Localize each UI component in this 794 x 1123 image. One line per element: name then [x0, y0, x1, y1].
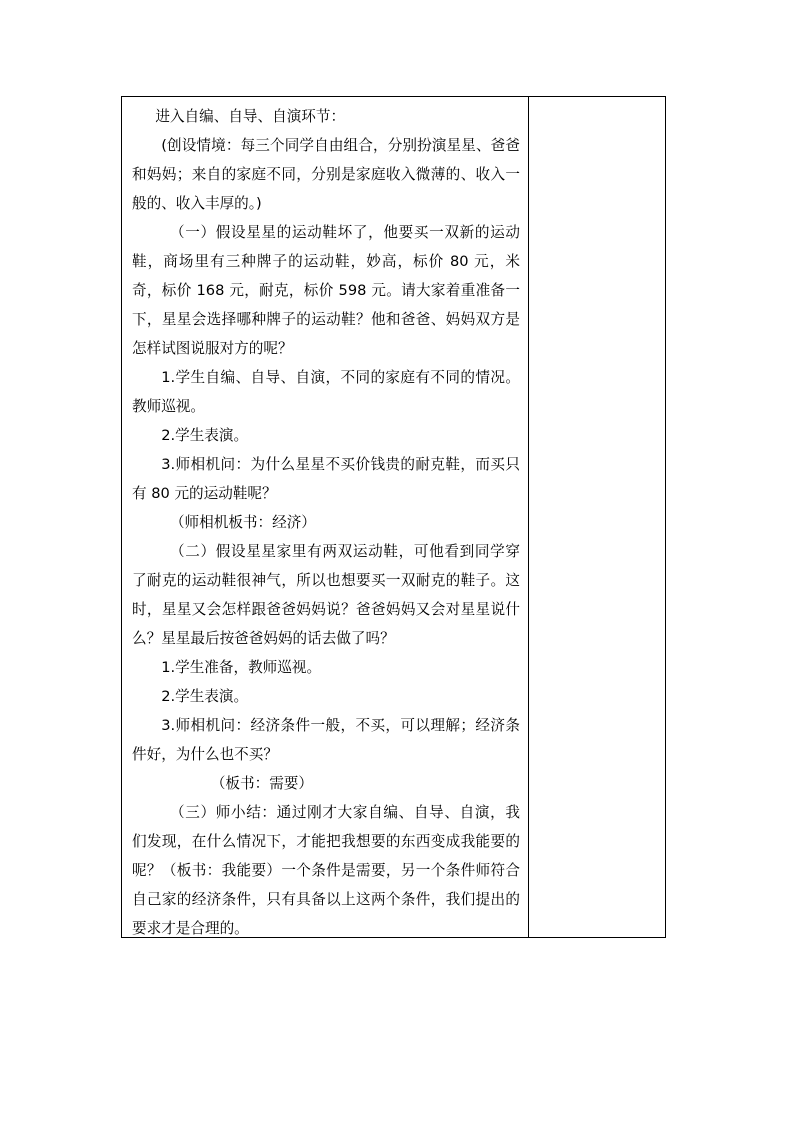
- paragraph-step-2b: 2.学生表演。: [161, 688, 249, 705]
- paragraph-part-three: （三）师小结：通过刚才大家自编、自导、自演，我们发现，在什么情况下，才能把我想要的东西变成我能要的呢？（板书：我能要）一个条件是需要，另一个条件师符合自己家的经济条件，只有具备以上这两个条件，我们提出的要求才是合理的。: [132, 804, 520, 937]
- paragraph-part-one: （一）假设星星的运动鞋坏了，他要买一双新的运动鞋，商场里有三种牌子的运动鞋，妙高，标价 80 元，米奇，标价 168 元，耐克，标价 598 元。请大家着重准备一下，星星会选择哪种牌子的运动鞋？他和爸爸、妈妈双方是怎样试图说服对方的呢？: [132, 224, 520, 357]
- paragraph-step-1b: 1.学生准备，教师巡视。: [161, 659, 322, 676]
- paragraph-step-3b: 3.师相机问：经济条件一般，不买，可以理解；经济条件好，为什么也不买？: [132, 717, 520, 763]
- paragraph-part-two: （二）假设星星家里有两双运动鞋，可他看到同学穿了耐克的运动鞋很神气，所以也想要买一双耐克的鞋子。这时，星星又会怎样跟爸爸妈妈说？爸爸妈妈又会对星星说什么？星星最后按爸爸妈妈的话去做了吗？: [132, 543, 520, 647]
- lesson-content-cell: [122, 97, 528, 937]
- paragraph-board-economy: （师相机板书：经济）: [169, 514, 316, 531]
- notes-cell: [529, 97, 665, 937]
- paragraph-intro: 进入自编、自导、自演环节：: [155, 108, 346, 125]
- paragraph-scenario: (创设情境：每三个同学自由组合，分别扮演星星、爸爸和妈妈；来自的家庭不同，分别是家庭收入微薄的、收入一般的、收入丰厚的。): [132, 137, 520, 212]
- paragraph-step-3a: 3.师相机问：为什么星星不买价钱贵的耐克鞋，而买只有 80 元的运动鞋呢？: [132, 456, 520, 502]
- lesson-table: [121, 96, 666, 938]
- paragraph-board-need: （板书：需要）: [210, 775, 313, 792]
- paragraph-step-2a: 2.学生表演。: [161, 427, 249, 444]
- paragraph-step-1a: 1.学生自编、自导、自演，不同的家庭有不同的情况。教师巡视。: [132, 369, 520, 415]
